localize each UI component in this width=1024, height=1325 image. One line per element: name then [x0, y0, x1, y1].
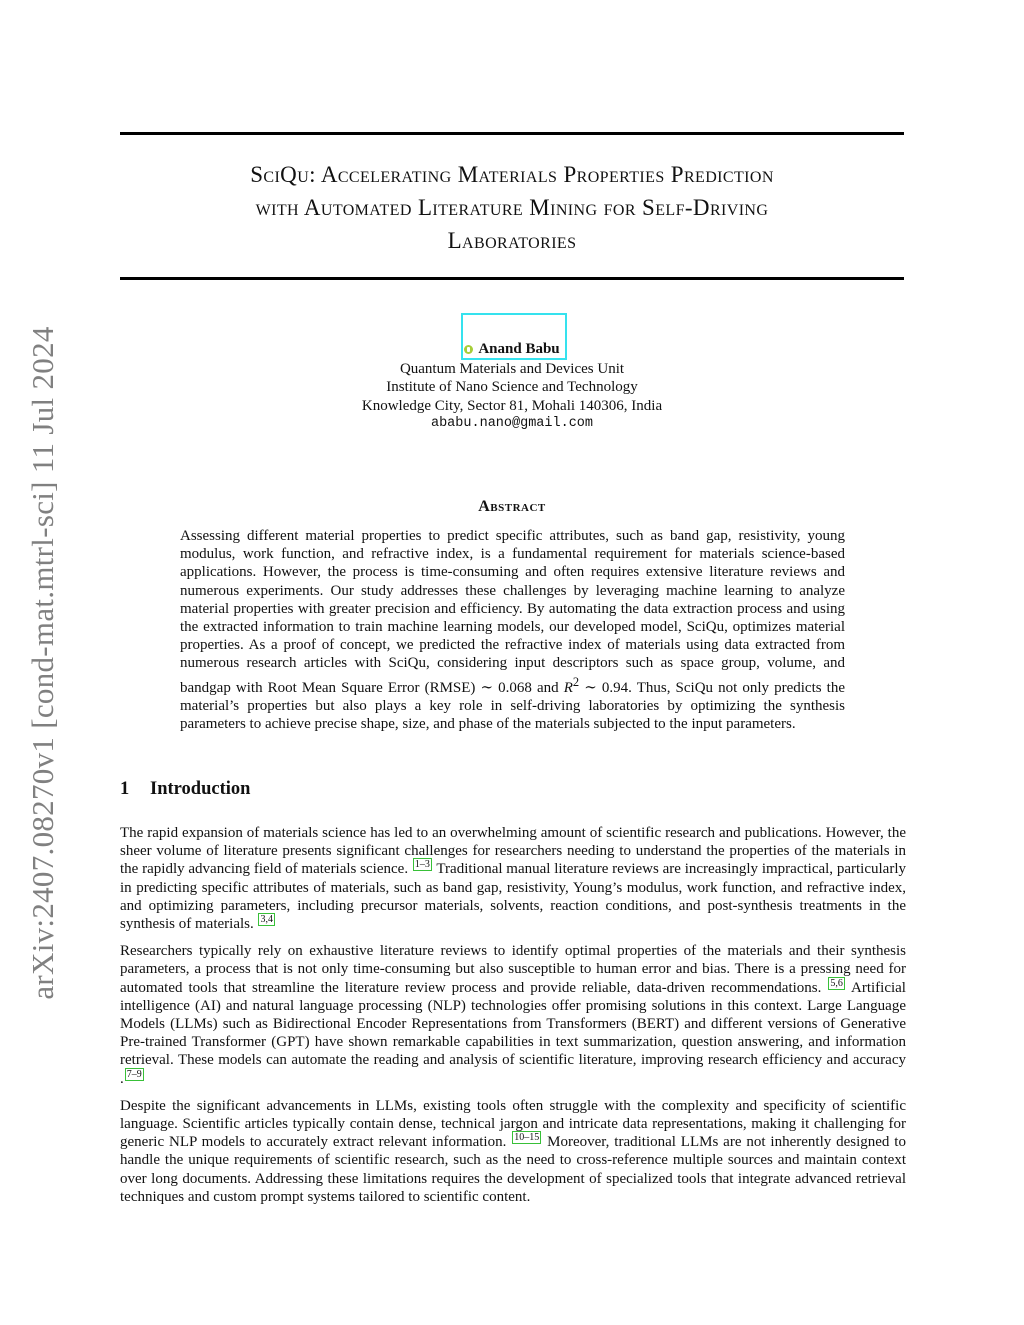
abstract-heading: Abstract: [478, 498, 546, 515]
author-affiliation-unit: Quantum Materials and Devices Unit: [399, 360, 625, 377]
section-number: 1: [120, 779, 130, 799]
title-top-rule: [120, 132, 904, 135]
citation-link[interactable]: 10–15: [514, 1132, 540, 1144]
author-affiliation-institute: Institute of Nano Science and Technology: [386, 379, 638, 396]
paragraph-1-text-b: Traditional manual literature reviews are increasingly impractical, particularly in predicting specific attributes of materials, such as band gap, resistivity, Young’s modulus, work function, and refractive index, and optimizing parameters, including precursor materials, solvents, reaction conditions, and post-synthesis treatments in the synthesis of materials.: [120, 861, 906, 933]
author-block: [120, 340, 904, 434]
paragraph-2-text-a: Researchers typically rely on exhaustive literature reviews to identify optimal properties of the materials and their synthesis parameters, a process that is not only time-consuming but also susceptible to human error and bias. There is a pressing need for automated tools that streamline the literature review process and provide reliable, data-driven recommendations.: [120, 943, 906, 996]
paragraph-2-text-b: Artificial intelligence (AI) and natural language processing (NLP) technologies offer promising solutions in this context. Large Language Models (LLMs) such as Bidirectional Encoder Representations from Transformers (BERT) and different versions of Generative Pre-trained Transformer (GPT) have shown remarkable capabilities in text summarization, question answering, and information retrieval. These models can automate the reading and analysis of scientific literature, improving research efficiency and accuracy .: [120, 979, 906, 1087]
citation-link[interactable]: 3,4: [260, 914, 273, 926]
abstract-text: [180, 527, 845, 733]
citation-link[interactable]: 5,6: [830, 977, 843, 989]
paragraph-2: [120, 942, 906, 1088]
r-squared-exponent: 2: [572, 674, 580, 689]
title-bottom-rule: [120, 277, 904, 280]
title-line-2: with Automated Literature Mining for Self-Driving: [255, 195, 769, 220]
introduction-body: [120, 824, 906, 1215]
abstract-text-part-2: ∼ 0.94. Thus, SciQu not only predicts the material’s properties but also plays a key role in self-driving laboratories by optimizing the synthesis parameters to achieve precise shape, size, and phase of the materials subjected to the input parameters.: [180, 679, 845, 733]
paper-title: [120, 158, 904, 257]
citation-link[interactable]: 1–3: [414, 859, 430, 871]
paragraph-3-text-a: Despite the significant advancements in LLMs, existing tools often struggle with the complexity and specificity of scientific language. Scientific articles typically contain dense, technical jargon and intricate data representations, making it challenging for generic NLP models to accurately extract relevant information.: [120, 1097, 906, 1151]
paragraph-3: [120, 1097, 906, 1206]
orcid-icon[interactable]: [464, 345, 473, 354]
author-line: [464, 340, 559, 359]
paragraph-1-text-a: The rapid expansion of materials science has led to an overwhelming amount of scientific research and publications. However, the sheer volume of literature presents significant challenges for researchers needing to understand the properties of the materials in the rapidly advancing field of materials science.: [120, 825, 906, 878]
paragraph-1: [120, 824, 906, 933]
author-email[interactable]: ababu.nano@gmail.com: [430, 416, 594, 432]
arxiv-identifier[interactable]: arXiv:2407.08270v1 [cond-mat.mtrl-sci] 11 Jul 2024: [25, 326, 60, 1000]
title-line-1: SciQu: Accelerating Materials Properties Prediction: [250, 162, 774, 187]
section-heading-introduction: [120, 779, 250, 800]
author-address: Knowledge City, Sector 81, Mohali 140306, India: [361, 397, 663, 414]
r-squared-symbol: R: [563, 679, 573, 696]
citation-link[interactable]: 7–9: [126, 1068, 142, 1080]
section-title: Introduction: [150, 779, 251, 799]
paragraph-3-text-b: Moreover, traditional LLMs are not inherently designed to handle the unique requirements of scientific research, such as the need to cross-reference multiple sources and maintain context over long documents. Addressing these limitations requires the development of specialized tools that integrate advanced retrieval techniques and custom prompt systems tailored to scientific content.: [120, 1134, 906, 1205]
abstract-text-part-1: Assessing different material properties to predict specific attributes, such as band gap, resistivity, young modulus, work function, and refractive index, is a fundamental requirement for materials science-based applications. However, the process is time-consuming and often requires extensive literature reviews and numerous experiments. Our study addresses these challenges by leveraging machine learning to analyze material properties with greater precision and efficiency. By automating the data extraction process and using the extracted information to train machine learning models, our developed model, SciQu, optimizes material properties. As a proof of concept, we predicted the refractive index of materials using data extracted from numerous research articles with SciQu, considering input descriptors such as space group, volume, and bandgap with Root Mean Square Error (RMSE) ∼ 0.068 and: [180, 528, 845, 696]
title-line-3: Laboratories: [447, 228, 577, 253]
author-name[interactable]: Anand Babu: [478, 341, 560, 357]
